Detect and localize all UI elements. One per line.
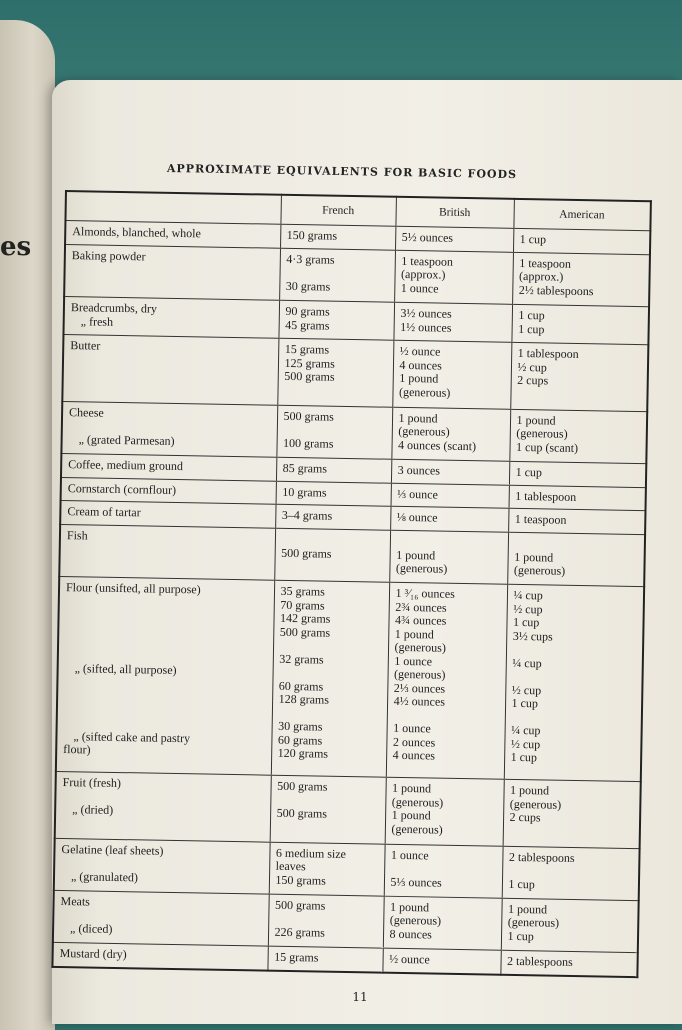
british-line: (generous) <box>389 913 442 929</box>
british-line: 1 pound <box>396 547 436 563</box>
american-line: (generous) <box>507 915 560 931</box>
french-line: 500 grams <box>281 545 332 561</box>
british-line: 2⅓ ounces <box>393 680 446 696</box>
american-line: 1 pound <box>516 412 556 428</box>
american-line: (generous) <box>513 562 566 578</box>
food-line: Cheese <box>69 404 104 420</box>
british-line: 2 ounces <box>392 734 436 750</box>
american-line: 1 pound <box>514 549 554 565</box>
american-line: ¼ cup <box>512 655 542 671</box>
french-cell <box>269 842 385 896</box>
french-line: 15 grams <box>274 949 319 965</box>
french-cell <box>268 894 384 948</box>
british-cell <box>383 896 502 950</box>
food-cell <box>55 771 271 841</box>
header-british: British <box>395 197 513 229</box>
french-line: 226 grams <box>274 924 326 940</box>
american-line: 1 cup <box>519 231 547 247</box>
american-line: 1 pound <box>509 782 550 798</box>
american-line: (generous) <box>516 425 568 441</box>
american-line: 1 cup <box>511 696 539 711</box>
table-body <box>52 221 650 978</box>
french-line: 150 grams <box>275 872 326 888</box>
british-line: ⅛ ounce <box>396 510 438 525</box>
french-cell <box>275 504 390 530</box>
american-line: ½ cup <box>510 736 541 752</box>
french-line: 100 grams <box>283 435 334 451</box>
american-line: 2½ tablespoons <box>518 282 594 298</box>
french-line: 500 grams <box>274 897 326 913</box>
american-cell <box>509 409 647 464</box>
british-line: (approx.) <box>400 267 446 282</box>
american-cell <box>501 898 639 953</box>
british-cell <box>394 250 513 304</box>
american-cell <box>509 461 646 487</box>
french-line: 35 grams <box>280 584 325 599</box>
french-cell <box>280 224 395 250</box>
british-cell <box>391 459 509 485</box>
american-cell <box>504 585 644 782</box>
british-line: (generous) <box>393 667 446 682</box>
food-line: Mustard (dry) <box>59 946 127 962</box>
table-row <box>62 334 648 411</box>
british-line: 1 ounce <box>390 847 429 863</box>
british-line: ⅓ ounce <box>397 486 439 502</box>
british-line: ½ ounce <box>389 951 430 967</box>
food-line: Baking powder <box>71 247 146 264</box>
american-cell <box>511 304 649 344</box>
american-line: 1 pound <box>507 901 548 917</box>
previous-page-text-fragment: es <box>0 232 32 262</box>
british-line: 1 ³⁄₁₆ ounces <box>395 586 455 602</box>
british-cell <box>395 226 513 252</box>
british-cell <box>393 302 512 342</box>
british-line: 1 pound <box>399 370 439 386</box>
british-line: 5⅓ ounces <box>390 874 442 890</box>
french-cell <box>277 338 393 407</box>
american-line: ½ cup <box>511 682 542 698</box>
food-line: „ (sifted cake and pastry <box>73 728 191 746</box>
american-line: ½ cup <box>513 601 543 617</box>
british-line: (generous) <box>391 821 443 837</box>
food-cell <box>63 297 279 339</box>
french-line: 125 grams <box>284 355 335 371</box>
british-line: 5½ ounces <box>401 229 454 245</box>
british-line: 3 ounces <box>397 462 441 478</box>
american-cell <box>510 342 648 411</box>
british-line: 2¾ ounces <box>395 599 447 615</box>
british-line: 1 pound <box>391 780 432 796</box>
american-line: 1 cup <box>515 464 543 480</box>
british-line: 1 ounce <box>393 721 431 736</box>
american-line: ¼ cup <box>513 588 543 603</box>
food-line: Butter <box>70 338 101 353</box>
american-cell <box>509 485 646 511</box>
american-line: 2 tablespoons <box>508 849 575 865</box>
french-line: 30 grams <box>278 719 323 734</box>
food-line: Fruit (fresh) <box>62 775 122 791</box>
french-cell <box>279 248 395 302</box>
french-cell <box>274 528 390 582</box>
french-line: 60 grams <box>277 732 323 748</box>
french-line: 60 grams <box>278 678 324 694</box>
american-line: 1 tablespoon <box>517 345 579 361</box>
previous-page-edge <box>0 20 55 1030</box>
french-line: 500 grams <box>276 805 328 821</box>
french-line: 4·3 grams <box>286 251 335 267</box>
american-line: 1 cup <box>507 928 535 944</box>
french-line: 142 grams <box>279 611 331 626</box>
american-line: ¼ cup <box>511 723 541 738</box>
british-line: 1 pound <box>398 410 438 426</box>
british-line: 4¾ ounces <box>394 613 447 628</box>
food-cell <box>53 890 269 946</box>
header-food <box>65 191 280 224</box>
food-line: „ (grated Parmesan) <box>78 431 175 448</box>
french-cell <box>267 946 382 972</box>
british-cell <box>390 506 508 532</box>
american-line: 1 teaspoon <box>519 255 572 271</box>
british-line: 4 ounces (scant) <box>397 437 477 453</box>
food-line: Gelatine (leaf sheets) <box>61 841 164 858</box>
food-line: Cream of tartar <box>67 504 141 520</box>
american-line: 2 tablespoons <box>506 953 573 970</box>
american-line: 1 cup <box>512 615 540 630</box>
british-cell <box>382 948 500 974</box>
french-line: 85 grams <box>282 460 328 476</box>
french-cell <box>278 300 394 340</box>
french-line: 500 grams <box>277 778 328 794</box>
french-line: 120 grams <box>277 746 329 761</box>
british-line: 1 pound <box>389 899 430 915</box>
american-line: 1 cup <box>510 750 538 765</box>
american-line: 1 teaspoon <box>514 512 567 528</box>
french-line: 500 grams <box>284 368 335 384</box>
food-cell <box>64 244 280 300</box>
american-line: 3½ cups <box>512 628 553 644</box>
food-line: Meats <box>60 893 91 909</box>
american-cell <box>500 950 637 977</box>
british-line: (generous) <box>398 423 450 439</box>
french-cell <box>276 457 391 483</box>
header-american: American <box>513 199 650 231</box>
american-line: 1 cup <box>508 876 535 891</box>
american-line: 2 cups <box>509 809 541 825</box>
food-line: Flour (unsifted, all purpose) <box>65 580 201 597</box>
american-line: 1 cup (scant) <box>515 439 579 455</box>
british-line: 4 ounces <box>392 748 436 763</box>
british-cell <box>391 407 510 461</box>
page-title: APPROXIMATE EQUIVALENTS FOR BASIC FOODS <box>166 161 518 182</box>
british-line: 1 ounce <box>400 280 439 296</box>
french-line: 70 grams <box>280 597 325 613</box>
american-line: 1 cup <box>518 307 545 323</box>
food-line: Coffee, medium ground <box>68 456 184 473</box>
american-line: 2 cups <box>517 372 549 388</box>
french-cell <box>270 775 386 844</box>
british-line: 1 ounce <box>394 653 433 669</box>
french-line: 500 grams <box>279 624 331 640</box>
food-cell <box>59 524 275 580</box>
food-line: „ (granulated) <box>70 868 139 884</box>
british-line: 1½ ounces <box>400 319 452 335</box>
french-line: 128 grams <box>278 692 330 707</box>
french-line: 10 grams <box>282 484 327 500</box>
american-line: ½ cup <box>517 359 547 374</box>
british-cell <box>385 777 504 846</box>
french-cell <box>276 481 391 507</box>
food-cell <box>62 334 278 404</box>
british-line: 8 ounces <box>389 926 433 942</box>
british-line: ½ ounce <box>399 343 441 359</box>
food-line: Breadcrumbs, dry <box>70 300 158 316</box>
british-line: (generous) <box>394 640 446 655</box>
american-cell <box>507 532 645 587</box>
british-cell <box>392 340 511 409</box>
food-line: „ (sifted, all purpose) <box>74 661 177 678</box>
french-line: 3–4 grams <box>281 508 333 523</box>
french-cell <box>276 405 392 459</box>
american-cell <box>502 846 640 901</box>
food-line: „ (dried) <box>72 802 114 817</box>
british-cell <box>384 844 503 898</box>
american-cell <box>508 509 645 535</box>
british-line: (generous) <box>395 560 448 576</box>
french-line: 30 grams <box>285 278 331 294</box>
french-line: 150 grams <box>286 227 338 243</box>
food-cell <box>61 401 277 457</box>
food-cell <box>56 577 274 776</box>
american-line: (approx.) <box>518 269 564 284</box>
american-cell <box>513 228 650 254</box>
table-row <box>56 577 644 782</box>
french-line: 15 grams <box>284 341 330 357</box>
food-cell <box>52 942 267 970</box>
british-line: 4½ ounces <box>393 694 446 709</box>
american-cell <box>503 779 641 848</box>
food-line: flour) <box>63 742 91 757</box>
american-line: (generous) <box>509 796 562 812</box>
french-line: 45 grams <box>285 317 330 333</box>
british-line: 1 teaspoon <box>401 253 454 269</box>
food-line: Cornstarch (cornflour) <box>67 480 177 497</box>
british-line: 4 ounces <box>399 357 442 373</box>
equivalents-table <box>51 190 651 978</box>
british-line: (generous) <box>398 384 451 400</box>
french-line: 6 medium size <box>275 845 347 861</box>
british-cell <box>389 530 508 584</box>
food-line: „ fresh <box>80 313 114 329</box>
food-line: Fish <box>66 528 88 543</box>
american-line: 1 cup <box>518 321 545 336</box>
american-cell <box>512 252 650 307</box>
french-line: 32 grams <box>279 651 324 667</box>
british-cell <box>391 483 509 509</box>
british-cell <box>386 582 507 779</box>
page-number: 11 <box>352 990 368 1004</box>
table-row <box>55 771 641 848</box>
food-cell <box>54 838 270 894</box>
american-line: 1 tablespoon <box>515 488 577 504</box>
british-line: 1 pound <box>391 807 431 823</box>
french-line: 90 grams <box>285 303 330 319</box>
food-line: Almonds, blanched, whole <box>72 224 202 241</box>
french-line: leaves <box>275 858 306 874</box>
french-cell <box>271 580 389 777</box>
french-line: 500 grams <box>283 408 335 424</box>
food-line: „ (diced) <box>69 921 113 936</box>
header-french: French <box>280 195 395 227</box>
british-line: 3½ ounces <box>400 305 452 321</box>
british-line: (generous) <box>391 794 444 810</box>
british-line: 1 pound <box>394 626 434 642</box>
